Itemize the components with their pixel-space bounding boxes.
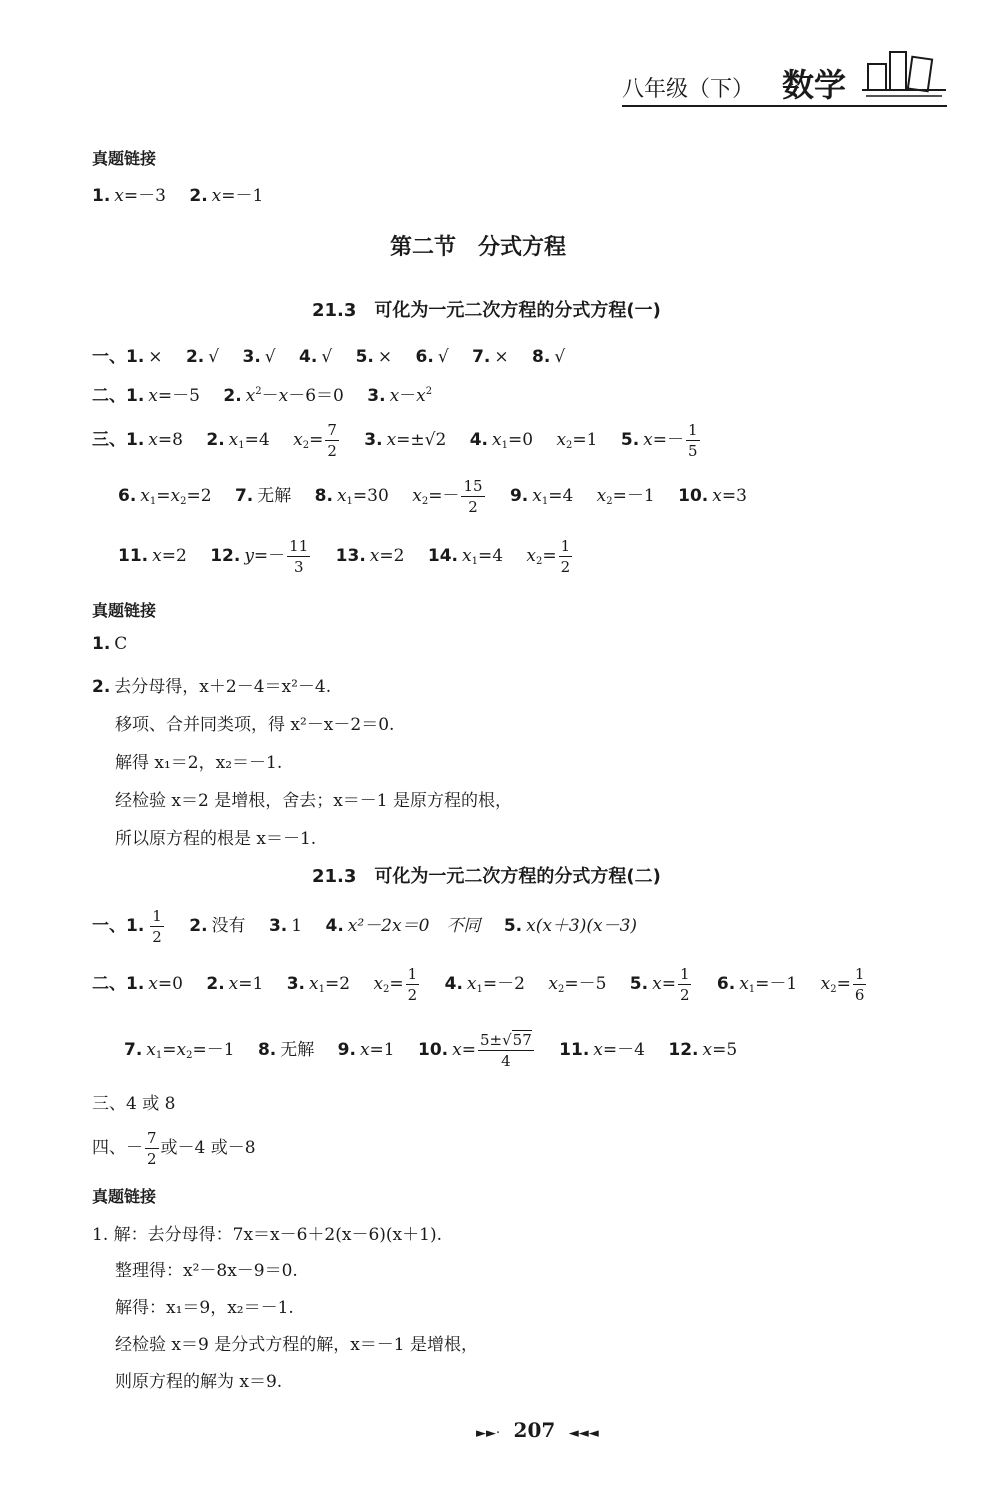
header-grade: 八年级（下） xyxy=(622,77,755,102)
solution-line: 经检验 x＝9 是分式方程的解，x＝－1 是增根， xyxy=(115,1335,479,1355)
section-title: 第二节 分式方程 xyxy=(390,235,567,260)
solution-line: 经检验 x＝2 是增根，舍去；x＝－1 是原方程的根， xyxy=(115,791,513,811)
answer-line: 6. $x_1=x_2=2$ 7. 无解 8. $x_1=30$ $x_2=-$ $\frac{15}{2}$ 9. $x_1=4$ $x_2=-1$ 10. x=3 xyxy=(118,477,747,516)
solution-line: 2. 去分母得，x＋2－4＝x²－4. xyxy=(92,677,332,697)
answer-line: 三、1. x=8 2. $x_1=4$ $x_2=$ $\frac{7}{2}$ 3. x=±√2 4. $x_1=0$ $x_2=1$ 5. x=－ $\frac{1}{5}$ xyxy=(92,421,698,460)
fraction: $\frac{1}{5}$ xyxy=(688,421,698,460)
books-icon xyxy=(862,44,946,100)
fraction: $\frac{1}{2}$ xyxy=(679,965,690,1004)
header-subject: 数学 xyxy=(782,66,847,104)
solution-line: 整理得：x²－8x－9＝0. xyxy=(115,1261,298,1281)
header-rule xyxy=(622,105,947,107)
solution-line: 移项、合并同类项，得 x²－x－2＝0. xyxy=(115,715,395,735)
answer-line: 二、1. x=0 2. x=1 3. $x_1=2$ $x_2=$ $\frac{1}{2}$ 4. $x_1=-2$ $x_2=-5$ 5. x= $\frac{1}{2}$ 6. $x_1=-1$ $x_2=$ $\frac{1}{6}$ xyxy=(92,965,865,1004)
page-number: 207 xyxy=(513,1418,556,1442)
fraction: $\frac{1}{2}$ xyxy=(152,907,162,946)
answer-line: 三、4 或 8 xyxy=(92,1094,176,1114)
section-heading: 真题链接 xyxy=(92,601,157,620)
solution-line: 解得 x₁＝2，x₂＝－1. xyxy=(115,753,283,773)
answer-line: 1. C xyxy=(92,634,128,654)
fraction: $\frac{7}{2}$ xyxy=(147,1129,157,1168)
answer-line: 一、1. × 2. √ 3. √ 4. √ 5. × 6. √ 7. × 8. √ xyxy=(92,347,566,367)
fraction: $\frac{7}{2}$ xyxy=(327,421,337,460)
answer-line: 四、－ $\frac{7}{2}$ 或－4 或－8 xyxy=(92,1129,256,1168)
answer-line: 11. x=2 12. y=－ $\frac{11}{3}$ 13. x=2 14. $x_1=4$ $x_2=$ $\frac{1}{2}$ xyxy=(118,537,571,576)
answer-line: 二、1. x=－5 2. $x^2-x-6=0$ 3. $x-x^2$ xyxy=(92,386,433,406)
fraction: $\frac{1}{2}$ xyxy=(407,965,418,1004)
fraction: $\frac{1}{2}$ xyxy=(560,537,571,576)
fraction: $\frac{5\pm√57}{4}$ xyxy=(479,1031,532,1070)
section-heading: 真题链接 xyxy=(92,149,157,168)
lesson-title: 21.3 可化为一元二次方程的分式方程(一) xyxy=(312,300,661,321)
answer-line: 一、1. $\frac{1}{2}$ 2. 没有 3. 1 4. x²－2x＝0 不同 5. x(x＋3)(x－3) xyxy=(92,907,638,946)
solution-line: 1. 解：去分母得：7x＝x－6＋2(x－6)(x＋1). xyxy=(92,1225,442,1245)
page-header xyxy=(622,38,952,108)
answer-line: 7. $x_1=x_2=-1$ 8. 无解 9. x=1 10. x= $\frac{5\pm√57}{4}$ 11. x=－4 12. x=5 xyxy=(124,1031,738,1070)
page-footer xyxy=(476,1418,599,1442)
solution-line: 所以原方程的根是 x＝－1. xyxy=(115,829,317,849)
arrow-right-icon: ►►· xyxy=(476,1426,501,1441)
lesson-title: 21.3 可化为一元二次方程的分式方程(二) xyxy=(312,866,661,887)
solution-line: 解得：x₁＝9，x₂＝－1. xyxy=(115,1298,294,1318)
answer-line: 1. x=－3 2. x=－1 xyxy=(92,186,264,206)
fraction: $\frac{1}{6}$ xyxy=(854,965,865,1004)
arrow-left-icon: ◄◄◄ xyxy=(568,1426,599,1441)
fraction: $\frac{11}{3}$ xyxy=(289,537,309,576)
solution-line: 则原方程的解为 x＝9. xyxy=(115,1372,283,1392)
section-heading: 真题链接 xyxy=(92,1187,157,1206)
fraction: $\frac{15}{2}$ xyxy=(463,477,483,516)
